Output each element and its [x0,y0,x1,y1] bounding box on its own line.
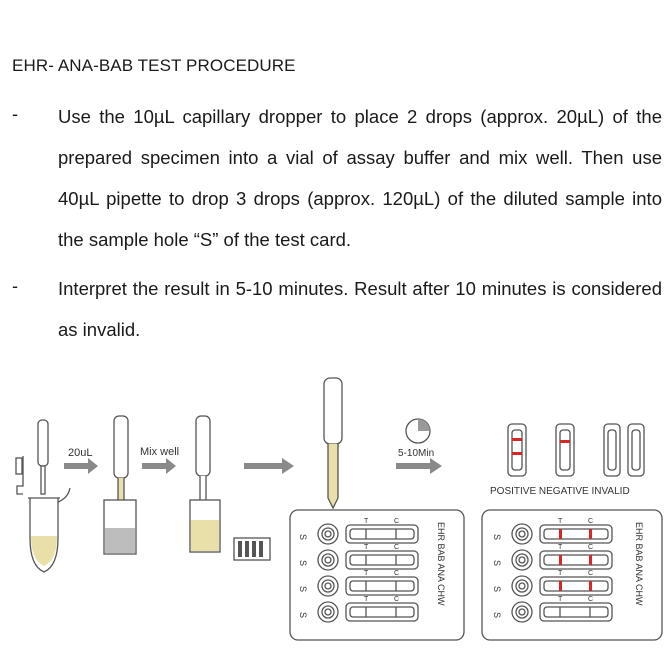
sample-hole-letter: S [298,586,308,593]
specimen-tube-icon [28,488,70,572]
page-title: EHR- ANA-BAB TEST PROCEDURE [12,56,296,75]
step-arrow [142,458,176,474]
pipette-icon [114,416,128,512]
sample-well-core-icon [519,531,525,537]
step-arrow [244,458,294,474]
timer-label: 5-10Min [398,448,435,459]
buffer-vial-icon [104,500,136,554]
result-strip-icon [544,529,608,539]
c-line-letter: C [588,570,594,577]
t-line-letter: T [558,570,563,577]
result-strip-icon [350,529,414,539]
test-line-mark [559,529,562,539]
result-strip-icon [544,555,608,565]
control-line-mark [589,581,592,591]
c-line-letter: C [394,596,400,603]
result-legend: POSITIVE NEGATIVE INVALID [490,486,630,497]
sample-hole-letter: S [492,534,502,541]
diluted-sample-vial-icon [190,500,220,552]
bullet-marker: - [12,104,18,124]
t-line-letter: T [364,518,369,525]
result-invalid-cassettes [604,424,644,476]
control-line-mark [589,555,592,565]
t-line-letter: T [364,570,369,577]
result-strip-icon [544,581,608,591]
bullet-marker: - [12,276,18,296]
result-strip-icon [350,555,414,565]
result-strip-icon [350,581,414,591]
c-line-letter: C [588,596,594,603]
test-card-result [482,510,662,640]
arrow-label-mix-well: Mix well [140,446,180,458]
sample-well-core-icon [519,609,525,615]
sample-hole-letter: S [298,534,308,541]
test-line-mark [559,555,562,565]
t-line-letter: T [558,518,563,525]
result-negative-cassette [556,424,574,476]
c-line-letter: C [394,544,400,551]
procedure-diagram [0,360,672,660]
result-strip-icon [544,607,608,617]
card-labels: EHR BAB ANA CHW [634,522,644,606]
result-strip-icon [350,607,414,617]
c-line-letter: C [394,570,400,577]
sample-hole-letter: S [492,612,502,619]
arrow-label-20ul: 20uL [68,447,93,459]
test-card-stack-icon [234,538,270,560]
card-labels: EHR BAB ANA CHW [436,522,446,606]
sample-well-core-icon [325,609,331,615]
sample-well-core-icon [519,583,525,589]
c-line-letter: C [588,544,594,551]
t-line-letter: T [364,544,369,551]
sample-hole-letter: S [492,586,502,593]
t-line-letter: T [558,596,563,603]
timer-icon [406,419,430,443]
sample-well-core-icon [325,531,331,537]
test-card-applied [290,510,464,640]
long-pipette-icon [324,378,342,514]
c-line-letter: C [394,518,400,525]
t-line-letter: T [558,544,563,551]
sample-hole-letter: S [298,612,308,619]
sample-well-core-icon [519,557,525,563]
result-positive-cassette [508,424,526,476]
test-line-mark [559,581,562,591]
step-arrow [64,458,98,474]
c-line-letter: C [588,518,594,525]
sample-hole-letter: S [298,560,308,567]
control-line-mark [589,529,592,539]
procedure-step-1: Use the 10µL capillary dropper to place 2 drops (approx. 20µL) of the prepared specimen into a vial of assay buffer and mix well. Then use 40µL pipette to drop 3 drops (approx. 120µL) of the diluted sample into the sample hole “S” of the test card. [58,106,662,250]
t-line-letter: T [364,596,369,603]
sample-hole-letter: S [492,560,502,567]
pipette-icon [196,416,210,508]
capillary-dropper-icon [16,420,48,494]
sample-well-core-icon [325,557,331,563]
step-arrow [396,458,442,474]
sample-well-core-icon [325,583,331,589]
procedure-step-2: Interpret the result in 5-10 minutes. Result after 10 minutes is considered as invalid. [58,278,662,340]
